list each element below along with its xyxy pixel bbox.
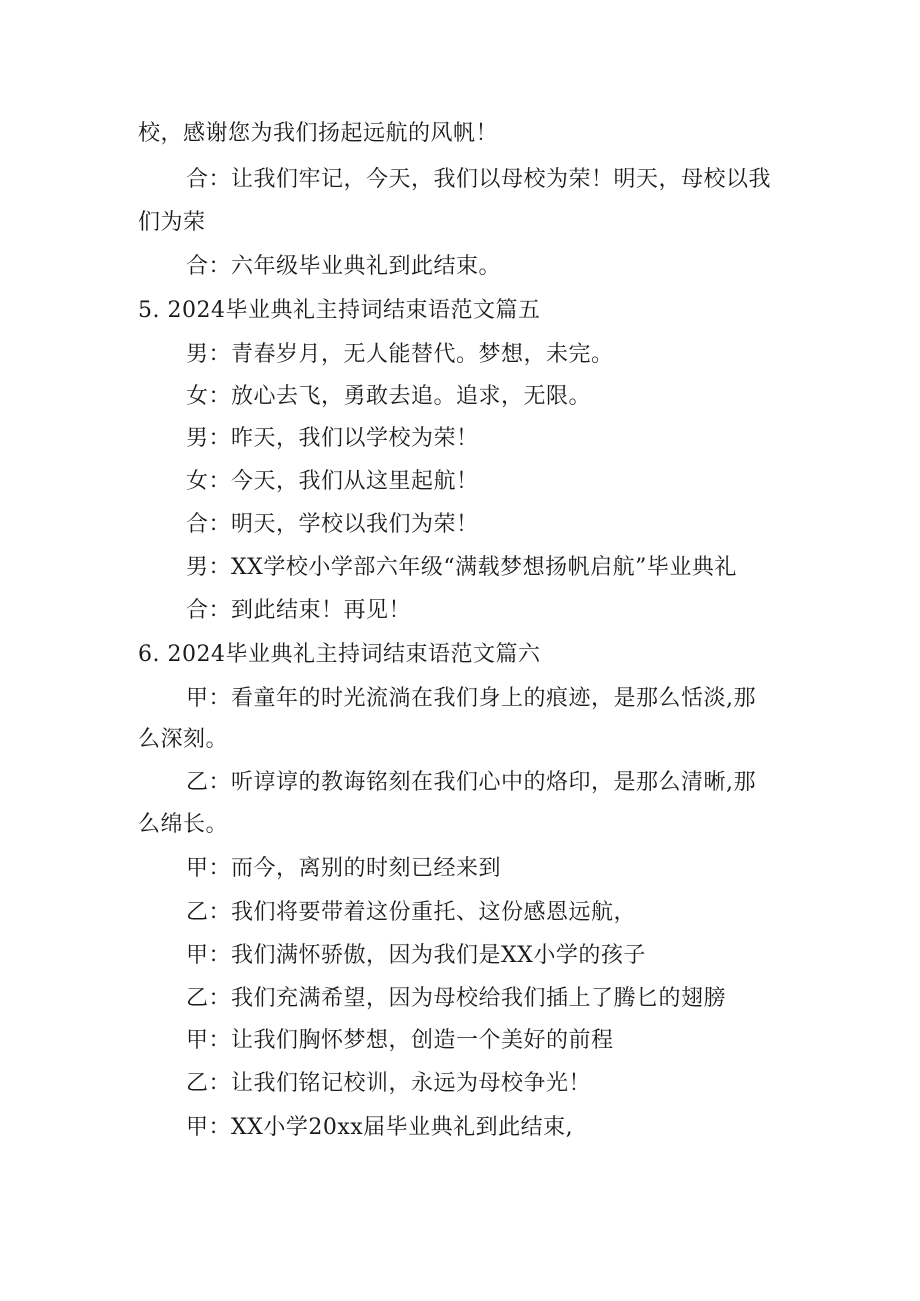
paragraph-line: 么绵长。 xyxy=(138,812,229,837)
paragraph-line: 男：昨天，我们以学校为荣！ xyxy=(186,426,479,451)
section-heading: 6. 2024毕业典礼主持词结束语范文篇六 xyxy=(138,642,541,667)
paragraph-line: 女：今天，我们从这里起航！ xyxy=(186,469,479,494)
paragraph-line: 们为荣 xyxy=(138,210,206,235)
paragraph-line: 合：六年级毕业典礼到此结束。 xyxy=(186,254,502,279)
paragraph-line: 校，感谢您为我们扬起远航的风帆！ xyxy=(138,121,499,146)
paragraph-line: 乙：我们将要带着这份重托、这份感恩远航， xyxy=(186,900,637,925)
paragraph-line: 乙：我们充满希望，因为母校给我们插上了腾匕的翅膀 xyxy=(186,986,727,1011)
paragraph-line: 甲：让我们胸怀梦想，创造一个美好的前程 xyxy=(186,1028,614,1053)
paragraph-line: 甲：我们满怀骄傲，因为我们是XX小学的孩子 xyxy=(186,943,646,968)
paragraph-line: 男：青春岁月，无人能替代。梦想，未完。 xyxy=(186,342,614,367)
paragraph-line: 女：放心去飞，勇敢去追。追求，无限。 xyxy=(186,384,592,409)
paragraph-line: 男：XX学校小学部六年级“满载梦想扬帆启航”毕业典礼 xyxy=(186,555,737,580)
paragraph-line: 合：让我们牢记，今天，我们以母校为荣！明天，母校以我 xyxy=(186,167,772,192)
paragraph-line: 甲：XX小学20xx届毕业典礼到此结束, xyxy=(186,1115,574,1140)
paragraph-line: 甲：而今，离别的时刻已经来到 xyxy=(186,856,502,881)
paragraph-line: 甲：看童年的时光流淌在我们身上的痕迹，是那么恬淡,那 xyxy=(186,686,756,711)
paragraph-line: 合：明天，学校以我们为荣！ xyxy=(186,512,479,537)
paragraph-line: 乙：听谆谆的教诲铭刻在我们心中的烙印，是那么清晰,那 xyxy=(186,770,756,795)
paragraph-line: 合：到此结束！再见！ xyxy=(186,598,412,623)
section-heading: 5. 2024毕业典礼主持词结束语范文篇五 xyxy=(138,298,541,323)
paragraph-line: 乙：让我们铭记校训，永远为母校争光！ xyxy=(186,1071,592,1096)
paragraph-line: 么深刻。 xyxy=(138,727,229,752)
